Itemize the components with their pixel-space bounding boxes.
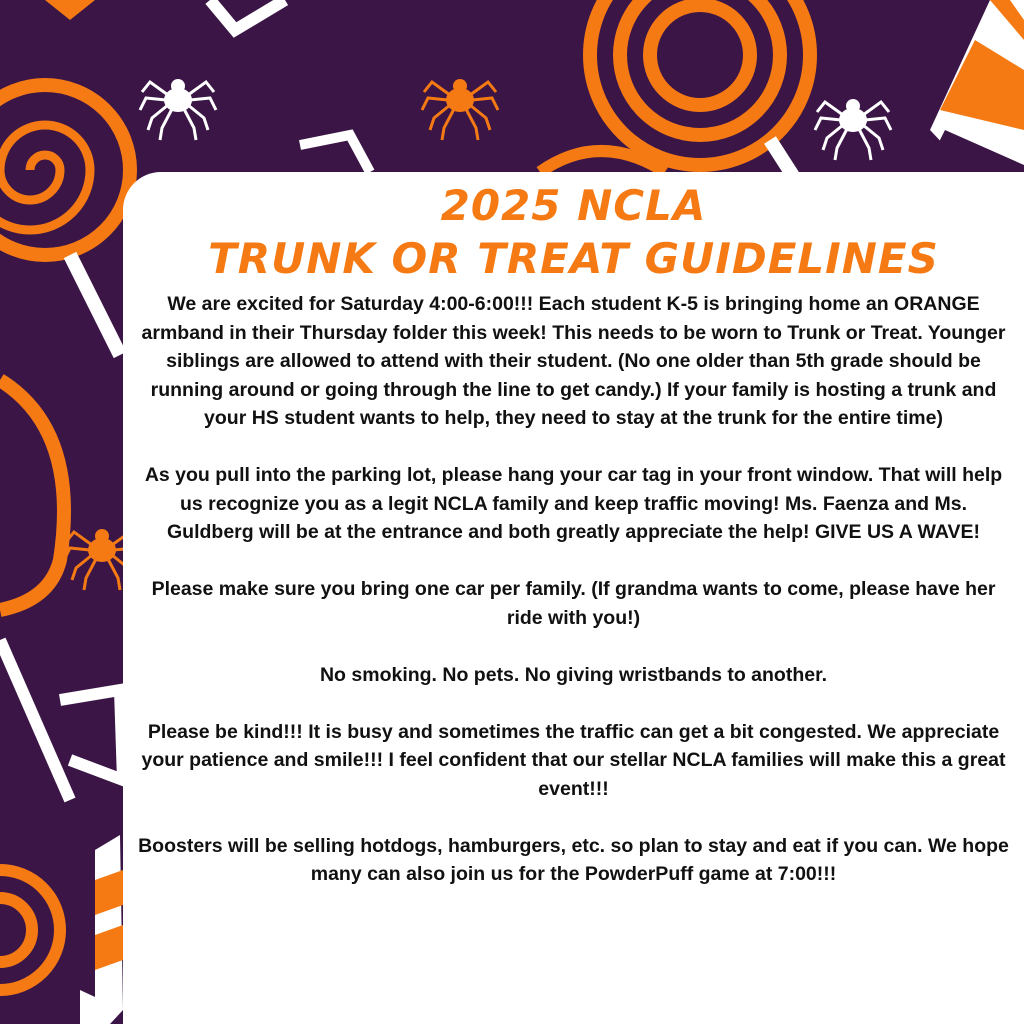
heart-icon	[45, 0, 95, 20]
candy-icon	[80, 835, 123, 1024]
title-main-line: TRUNK OR TREAT GUIDELINES	[208, 234, 939, 283]
paragraph-boosters: Boosters will be selling hotdogs, hamburgers, etc. so plan to stay and eat if you can. We hope many can also join us for the PowderPuff game at 7:00!!!	[138, 834, 1009, 885]
paragraph-parking: As you pull into the parking lot, please hang your car tag in your front window. That will help us recognize you as a legit NCLA family and keep traffic moving! Ms. Faenza and Ms. Guldberg will be at the entrance and both greatly appreciate the help! GIVE US A WAVE!	[144, 464, 1003, 543]
candy-icon	[210, 0, 285, 30]
lollipop-icon	[0, 85, 130, 355]
paragraph-one-car: Please make sure you bring one car per family. (If grandma wants to come, please have her ride with you!)	[151, 578, 996, 629]
page-title	[123, 180, 1024, 286]
title-year-line: 2025 NCLA	[440, 181, 707, 230]
candy-icon	[300, 135, 370, 172]
spider-icon	[422, 79, 498, 140]
spider-icon	[815, 99, 891, 160]
guidelines-body	[135, 290, 1012, 889]
paragraph-be-kind: Please be kind!!! It is busy and sometimes the traffic can get a bit congested. We appreciate your patience and smile!!! I feel confident that our stellar NCLA families will make this a great event!!!	[141, 720, 1006, 800]
candy-icon	[0, 640, 123, 800]
lollipop-icon	[0, 870, 60, 990]
spider-icon	[140, 79, 216, 140]
paragraph-armband: We are excited for Saturday 4:00-6:00!!! Each student K-5 is bringing home an ORANGE armband in their Thursday folder this week! This needs to be worn to Trunk or Treat. Younger siblings are allowed to attend with their student. (No one older than 5th grade should be running around or going through the line to get candy.) If your family is hosting a trunk and your HS student wants to help, they need to stay at the trunk for the entire time)	[141, 293, 1006, 429]
paragraph-rules: No smoking. No pets. No giving wristbands to another.	[319, 663, 828, 686]
